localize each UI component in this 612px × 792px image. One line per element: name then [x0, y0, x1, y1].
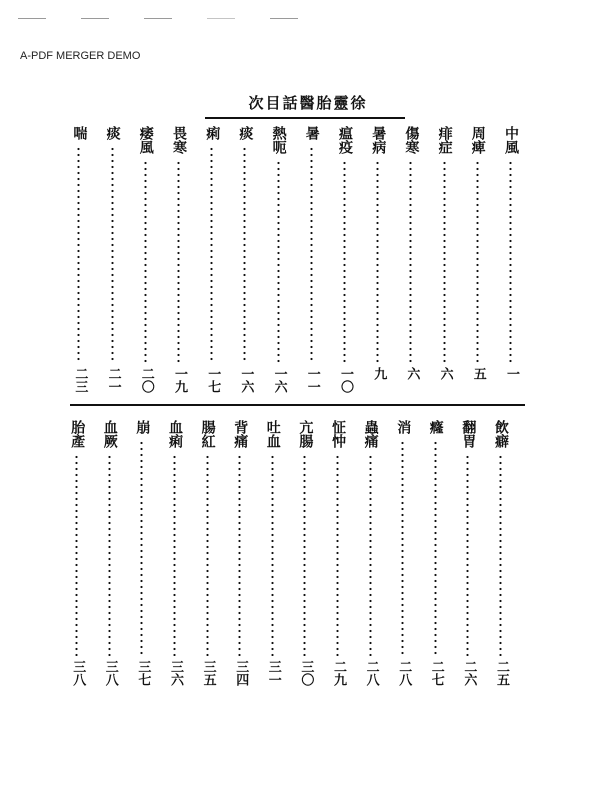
toc-page-number: 一六 [271, 367, 287, 393]
toc-entry-title: 吐血 [264, 420, 281, 448]
toc-entry-title: 痢 [204, 126, 221, 140]
toc-page-number: 六 [404, 367, 420, 380]
section-divider [70, 404, 525, 406]
leader-dots [243, 146, 246, 363]
toc-page-number: 六 [437, 367, 453, 380]
toc-entry[interactable] [423, 420, 449, 692]
toc-entry[interactable] [488, 420, 514, 692]
leader-dots [401, 440, 404, 656]
toc-page-number: 二〇 [138, 367, 154, 393]
toc-entry-title: 暑病 [370, 126, 387, 154]
leader-dots [277, 160, 280, 363]
leader-dots [466, 454, 469, 656]
toc-entry-title: 周痺 [469, 126, 486, 154]
toc-entry-title: 痱症 [436, 126, 453, 154]
toc-entry-title: 中風 [503, 126, 519, 154]
leader-dots [509, 160, 512, 363]
toc-page-number: 二三 [72, 367, 88, 393]
toc-entry-title: 血痢 [167, 420, 183, 448]
leader-dots [310, 146, 313, 363]
toc-entry[interactable] [166, 126, 192, 401]
toc-entry[interactable] [292, 420, 318, 692]
toc-entry[interactable] [260, 420, 286, 692]
tab-marker[interactable] [144, 18, 172, 19]
toc-entry[interactable] [455, 420, 481, 692]
toc-page-number: 一九 [172, 367, 187, 393]
toc-entry[interactable] [129, 420, 155, 692]
title-underline [205, 117, 405, 119]
toc-page-number: 三六 [168, 660, 183, 686]
toc-entry-title: 痰 [104, 126, 121, 140]
leader-dots [376, 160, 379, 363]
toc-entry[interactable] [66, 126, 92, 401]
toc-entry-title: 暑 [303, 126, 320, 140]
toc-page-number: 三五 [200, 660, 216, 686]
toc-page-number: 三八 [102, 660, 118, 686]
leader-dots [336, 454, 339, 656]
toc-entry[interactable] [266, 126, 292, 401]
leader-dots [177, 160, 180, 363]
toc-page-number: 三一 [265, 660, 281, 686]
toc-entry[interactable] [133, 126, 159, 401]
toc-page-number: 三七 [135, 660, 151, 686]
demo-watermark-label: A-PDF MERGER DEMO [20, 50, 141, 62]
toc-entry-title: 飲癖 [493, 420, 509, 448]
toc-page-number: 九 [371, 367, 387, 380]
toc-entry[interactable] [432, 126, 458, 401]
toc-entry-title: 翻胃 [460, 420, 477, 448]
toc-page-number: 一六 [238, 367, 254, 393]
toc-entry-title: 蟲痛 [362, 420, 379, 448]
toc-entry[interactable] [195, 420, 221, 692]
toc-entry[interactable] [100, 126, 126, 401]
leader-dots [343, 160, 346, 363]
leader-dots [499, 454, 502, 656]
toc-entry-title: 胎產 [69, 420, 86, 448]
leader-dots [476, 160, 479, 363]
tab-strip [0, 0, 612, 24]
toc-page-number: 一〇 [338, 367, 353, 393]
toc-page-number: 三四 [233, 660, 249, 686]
toc-entry-title: 畏寒 [171, 126, 187, 154]
toc-entry[interactable] [97, 420, 123, 692]
leader-dots [271, 454, 274, 656]
toc-page-number: 五 [470, 367, 486, 380]
toc-entry[interactable] [199, 126, 225, 401]
toc-entry-title: 背痛 [232, 420, 249, 448]
toc-entry[interactable] [498, 126, 524, 401]
leader-dots [144, 160, 147, 363]
toc-entry-title: 熱呃 [270, 126, 287, 154]
toc-entry[interactable] [232, 126, 258, 401]
leader-dots [434, 440, 437, 656]
toc-entry-title: 怔忡 [330, 420, 346, 448]
tab-marker[interactable] [81, 18, 109, 19]
toc-page-number: 二七 [428, 660, 444, 686]
toc-page-number: 二五 [494, 660, 509, 686]
toc-entry-title: 癃 [427, 420, 444, 434]
toc-entry-title: 傷寒 [403, 126, 420, 154]
toc-entry[interactable] [365, 126, 391, 401]
toc-entry[interactable] [162, 420, 188, 692]
leader-dots [369, 454, 372, 656]
toc-entry[interactable] [64, 420, 90, 692]
toc-entry[interactable] [227, 420, 253, 692]
toc-entry-title: 痿風 [137, 126, 154, 154]
leader-dots [75, 454, 78, 656]
leader-dots [111, 146, 114, 363]
toc-entry[interactable] [332, 126, 358, 401]
toc-page-number: 一 [504, 367, 519, 380]
toc-entry-title: 消 [395, 420, 412, 434]
toc-page-number: 三八 [70, 660, 86, 686]
toc-page-number: 二八 [363, 660, 379, 686]
toc-page-number: 二九 [331, 660, 346, 686]
toc-entry-title: 亢腸 [297, 420, 314, 448]
leader-dots [303, 454, 306, 656]
toc-entry-title: 崩 [134, 420, 151, 434]
toc-entry[interactable] [299, 126, 325, 401]
toc-entry[interactable] [358, 420, 384, 692]
toc-entry-title: 血厥 [101, 420, 118, 448]
toc-page-number: 一七 [205, 367, 221, 393]
toc-entry[interactable] [398, 126, 424, 401]
toc-entry[interactable] [390, 420, 416, 692]
leader-dots [409, 160, 412, 363]
leader-dots [77, 146, 80, 363]
tab-marker[interactable] [18, 18, 46, 19]
toc-page-number: 一一 [304, 367, 320, 393]
toc-entry-title: 瘟疫 [337, 126, 353, 154]
toc-entry[interactable] [325, 420, 351, 692]
leader-dots [238, 454, 241, 656]
tab-marker[interactable] [207, 18, 235, 19]
toc-page-number: 二一 [105, 367, 121, 393]
leader-dots [173, 454, 176, 656]
leader-dots [206, 454, 209, 656]
toc-entry-title: 喘 [71, 126, 88, 140]
tab-marker[interactable] [270, 18, 298, 19]
toc-entry-title: 痰 [237, 126, 254, 140]
leader-dots [210, 146, 213, 363]
toc-entry[interactable] [465, 126, 491, 401]
toc-page-number: 二八 [396, 660, 412, 686]
leader-dots [108, 454, 111, 656]
leader-dots [140, 440, 143, 656]
leader-dots [443, 160, 446, 363]
page-title: 徐靈胎醫話目次 [248, 94, 368, 112]
toc-entry-title: 腸紅 [199, 420, 216, 448]
toc-page-number: 三〇 [298, 660, 314, 686]
toc-page-number: 二六 [461, 660, 477, 686]
